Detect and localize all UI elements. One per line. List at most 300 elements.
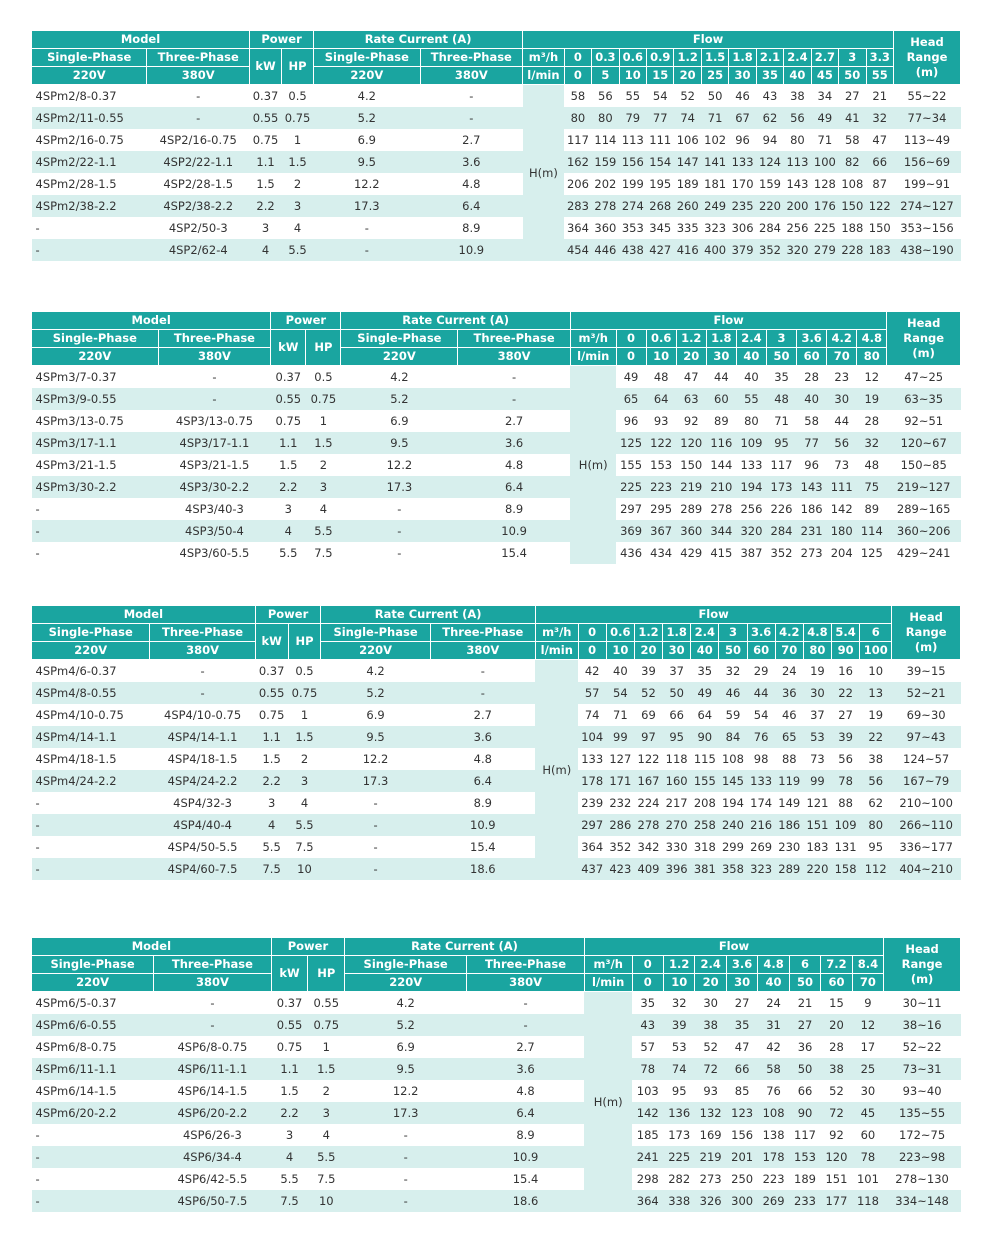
head-value: 106 — [674, 129, 701, 151]
flow-lmin-value: 35 — [756, 67, 783, 85]
head-value: 49 — [691, 682, 719, 704]
power-hp: 0.75 — [308, 1014, 345, 1036]
head-range-value: 266~110 — [892, 814, 961, 836]
table-row — [32, 217, 961, 239]
current-three-phase: 8.9 — [430, 792, 535, 814]
head-value: 204 — [827, 542, 857, 564]
flow-m3h-value: 2.7 — [811, 49, 838, 67]
head-value: 48 — [857, 454, 887, 476]
head-value: 19 — [857, 388, 887, 410]
head-value: 364 — [564, 217, 591, 239]
head-value: 42 — [578, 660, 606, 683]
flow-lmin-value: 0 — [632, 974, 663, 992]
head-value: 54 — [647, 85, 674, 108]
table-row — [32, 366, 961, 389]
head-value: 25 — [852, 1058, 883, 1080]
power-hp: 0.55 — [308, 992, 345, 1015]
head-value: 52 — [695, 1036, 726, 1058]
head-value: 118 — [663, 748, 691, 770]
rate-current-header: Rate Current (A) — [314, 31, 523, 49]
current-single-phase: - — [321, 792, 430, 814]
flow-lmin-value: 10 — [663, 974, 694, 992]
head-value: 210 — [706, 476, 736, 498]
flow-lmin-value: 50 — [719, 642, 747, 660]
head-value: 34 — [811, 85, 838, 108]
kw-header: kW — [271, 956, 308, 992]
power-kw: 2.2 — [255, 770, 288, 792]
table-row — [32, 498, 961, 520]
head-value: 270 — [663, 814, 691, 836]
head-value: 57 — [578, 682, 606, 704]
head-range-label-3: (m) — [914, 640, 938, 654]
head-value: 186 — [775, 814, 803, 836]
table-row — [32, 992, 961, 1015]
head-value: 45 — [852, 1102, 883, 1124]
current-single-phase: 4.2 — [341, 366, 458, 389]
three-phase-model: 4SP6/26-3 — [154, 1124, 272, 1146]
head-range-value: 210~100 — [892, 792, 961, 814]
head-value: 96 — [729, 129, 756, 151]
power-kw: 1.1 — [271, 432, 306, 454]
head-range-value: 124~57 — [892, 748, 961, 770]
single-phase-model: 4SPm2/38-2.2 — [32, 195, 147, 217]
head-value: 95 — [663, 726, 691, 748]
flow-lmin-value: 50 — [766, 348, 796, 366]
head-value: 63 — [676, 388, 706, 410]
power-hp: 10 — [288, 858, 321, 880]
flow-lmin-value: 60 — [747, 642, 775, 660]
head-range-value: 47~25 — [887, 366, 961, 389]
current-three-phase: - — [430, 682, 535, 704]
head-range-value: 278~130 — [884, 1168, 961, 1190]
current-single-phase: 12.2 — [345, 1080, 467, 1102]
head-value: 158 — [832, 858, 860, 880]
head-value: 69 — [634, 704, 662, 726]
head-value: 40 — [606, 660, 634, 683]
power-hp: 1.5 — [282, 151, 314, 173]
head-value: 181 — [701, 173, 728, 195]
three-phase-model: 4SP4/60-7.5 — [150, 858, 255, 880]
head-value: 120 — [821, 1146, 852, 1168]
flow-lmin-value: 20 — [634, 642, 662, 660]
head-value: 118 — [852, 1190, 883, 1212]
head-value: 159 — [592, 151, 619, 173]
single-phase-model: 4SPm2/16-0.75 — [32, 129, 147, 151]
power-kw: 5.5 — [255, 836, 288, 858]
power-kw: 0.75 — [271, 410, 306, 432]
head-range-value: 223~98 — [884, 1146, 961, 1168]
power-hp: 7.5 — [306, 542, 341, 564]
head-value: 143 — [797, 476, 827, 498]
flow-lmin-unit: l/min — [584, 974, 632, 992]
head-value: 114 — [592, 129, 619, 151]
current-single-phase: 17.3 — [341, 476, 458, 498]
head-value: 27 — [726, 992, 757, 1015]
model-single-phase-header: Single-Phase — [32, 624, 150, 642]
flow-m3h-value: 2.1 — [756, 49, 783, 67]
flow-m3h-value: 5.4 — [832, 624, 860, 642]
head-value: 111 — [827, 476, 857, 498]
head-value: 151 — [803, 814, 831, 836]
head-range-value: 156~69 — [893, 151, 960, 173]
single-phase-model: 4SPm2/28-1.5 — [32, 173, 147, 195]
head-value: 16 — [832, 660, 860, 683]
head-value: 133 — [747, 770, 775, 792]
flow-m3h-value: 0.9 — [647, 49, 674, 67]
head-value: 48 — [646, 366, 676, 389]
head-range-value: 404~210 — [892, 858, 961, 880]
power-hp: 4 — [288, 792, 321, 814]
current-single-phase: 9.5 — [314, 151, 420, 173]
head-value: 226 — [766, 498, 796, 520]
head-hm-label: H(m) — [535, 660, 578, 881]
current-three-phase: 2.7 — [430, 704, 535, 726]
head-value: 76 — [758, 1080, 789, 1102]
head-value: 52 — [634, 682, 662, 704]
head-value: 42 — [758, 1036, 789, 1058]
head-value: 50 — [701, 85, 728, 108]
head-value: 23 — [827, 366, 857, 389]
flow-lmin-value: 50 — [789, 974, 820, 992]
head-value: 95 — [663, 1080, 694, 1102]
current-single-phase: 6.9 — [341, 410, 458, 432]
table-row — [32, 195, 961, 217]
current-single-phase-header: Single-Phase — [321, 624, 430, 642]
head-range-header — [893, 31, 960, 85]
head-value: 32 — [857, 432, 887, 454]
flow-m3h-value: 3.6 — [726, 956, 757, 974]
head-value: 143 — [784, 173, 811, 195]
head-value: 364 — [632, 1190, 663, 1212]
flow-m3h-value: 3.3 — [866, 49, 893, 67]
head-value: 22 — [860, 726, 892, 748]
head-value: 56 — [860, 770, 892, 792]
current-three-phase: - — [458, 366, 571, 389]
head-value: 28 — [857, 410, 887, 432]
current-single-phase: - — [314, 239, 420, 261]
head-range-value: 274~127 — [893, 195, 960, 217]
head-value: 89 — [857, 498, 887, 520]
head-value: 156 — [619, 151, 646, 173]
current-three-phase: 10.9 — [458, 520, 571, 542]
head-value: 138 — [758, 1124, 789, 1146]
model-380v-header: 380V — [154, 974, 272, 992]
head-value: 43 — [632, 1014, 663, 1036]
head-value: 62 — [756, 107, 783, 129]
head-value: 66 — [663, 704, 691, 726]
three-phase-model: - — [158, 366, 271, 389]
head-value: 180 — [827, 520, 857, 542]
head-value: 35 — [766, 366, 796, 389]
table-row — [32, 107, 961, 129]
head-value: 15 — [821, 992, 852, 1015]
head-value: 330 — [663, 836, 691, 858]
head-value: 381 — [691, 858, 719, 880]
head-value: 282 — [663, 1168, 694, 1190]
head-value: 35 — [726, 1014, 757, 1036]
current-220v-header: 220V — [314, 67, 420, 85]
current-380v-header: 380V — [430, 642, 535, 660]
flow-m3h-value: 3 — [766, 330, 796, 348]
head-value: 159 — [756, 173, 783, 195]
table-row — [32, 410, 961, 432]
head-value: 323 — [747, 858, 775, 880]
head-value: 108 — [719, 748, 747, 770]
head-value: 147 — [674, 151, 701, 173]
current-single-phase: 9.5 — [321, 726, 430, 748]
flow-m3h-unit: m³/h — [584, 956, 632, 974]
head-value: 364 — [578, 836, 606, 858]
head-value: 174 — [747, 792, 775, 814]
current-three-phase: 8.9 — [467, 1124, 585, 1146]
flow-lmin-value: 45 — [811, 67, 838, 85]
flow-lmin-value: 30 — [726, 974, 757, 992]
flow-m3h-value: 1.2 — [634, 624, 662, 642]
flow-m3h-value: 2.4 — [695, 956, 726, 974]
head-value: 101 — [852, 1168, 883, 1190]
head-value: 38 — [821, 1058, 852, 1080]
power-kw: 0.37 — [271, 366, 306, 389]
head-value: 150 — [839, 195, 866, 217]
head-range-value: 199~91 — [893, 173, 960, 195]
head-range-value: 336~177 — [892, 836, 961, 858]
head-value: 108 — [839, 173, 866, 195]
model-220v-header: 220V — [32, 974, 154, 992]
flow-lmin-value: 70 — [827, 348, 857, 366]
flow-header: Flow — [535, 606, 891, 624]
flow-lmin-value: 20 — [674, 67, 701, 85]
head-range-value: 92~51 — [887, 410, 961, 432]
head-range-value: 150~85 — [887, 454, 961, 476]
current-three-phase: - — [458, 388, 571, 410]
current-three-phase: - — [420, 107, 523, 129]
single-phase-model: 4SPm6/8-0.75 — [32, 1036, 154, 1058]
head-value: 21 — [866, 85, 893, 108]
current-three-phase: 4.8 — [430, 748, 535, 770]
flow-lmin-value: 50 — [839, 67, 866, 85]
head-value: 352 — [606, 836, 634, 858]
power-hp: 0.5 — [306, 366, 341, 389]
current-three-phase: 4.8 — [467, 1080, 585, 1102]
head-value: 60 — [706, 388, 736, 410]
head-value: 195 — [647, 173, 674, 195]
head-range-value: 63~35 — [887, 388, 961, 410]
head-value: 268 — [647, 195, 674, 217]
power-hp: 0.5 — [288, 660, 321, 683]
table-row — [32, 836, 961, 858]
head-value: 188 — [839, 217, 866, 239]
head-value: 199 — [619, 173, 646, 195]
head-value: 28 — [797, 366, 827, 389]
three-phase-model: 4SP4/24-2.2 — [150, 770, 255, 792]
head-value: 344 — [706, 520, 736, 542]
head-value: 27 — [789, 1014, 820, 1036]
power-kw: 7.5 — [271, 1190, 308, 1212]
head-value: 47 — [866, 129, 893, 151]
head-value: 102 — [701, 129, 728, 151]
head-value: 132 — [695, 1102, 726, 1124]
power-hp: 5.5 — [282, 239, 314, 261]
head-range-value: 69~30 — [892, 704, 961, 726]
flow-lmin-value: 20 — [695, 974, 726, 992]
single-phase-model: - — [32, 1168, 154, 1190]
head-value: 194 — [719, 792, 747, 814]
flow-lmin-value: 25 — [701, 67, 728, 85]
head-value: 162 — [564, 151, 591, 173]
power-kw: 0.55 — [250, 107, 282, 129]
single-phase-model: 4SPm3/21-1.5 — [32, 454, 159, 476]
single-phase-model: - — [32, 217, 147, 239]
power-hp: 1 — [308, 1036, 345, 1058]
flow-m3h-value: 2.4 — [691, 624, 719, 642]
single-phase-model: 4SPm4/8-0.55 — [32, 682, 150, 704]
head-value: 396 — [663, 858, 691, 880]
power-kw: 0.37 — [255, 660, 288, 683]
table-row — [32, 1036, 961, 1058]
current-380v-header: 380V — [420, 67, 523, 85]
single-phase-model: 4SPm6/20-2.2 — [32, 1102, 154, 1124]
head-value: 306 — [729, 217, 756, 239]
head-value: 284 — [766, 520, 796, 542]
head-value: 230 — [775, 836, 803, 858]
three-phase-model: 4SP6/8-0.75 — [154, 1036, 272, 1058]
table-row — [32, 1058, 961, 1080]
kw-header: kW — [250, 49, 282, 85]
current-three-phase: 15.4 — [467, 1168, 585, 1190]
current-single-phase: - — [341, 498, 458, 520]
current-three-phase: 4.8 — [458, 454, 571, 476]
current-single-phase: - — [341, 520, 458, 542]
head-value: 38 — [695, 1014, 726, 1036]
table-row — [32, 151, 961, 173]
three-phase-model: - — [154, 1014, 272, 1036]
current-single-phase: 17.3 — [321, 770, 430, 792]
head-value: 46 — [729, 85, 756, 108]
current-single-phase: 6.9 — [345, 1036, 467, 1058]
head-value: 19 — [803, 660, 831, 683]
head-value: 423 — [606, 858, 634, 880]
flow-m3h-value: 0.3 — [592, 49, 619, 67]
head-value: 122 — [866, 195, 893, 217]
table-row — [32, 85, 961, 108]
head-value: 47 — [676, 366, 706, 389]
single-phase-model: 4SPm4/14-1.1 — [32, 726, 150, 748]
spec-table — [31, 30, 961, 261]
head-value: 36 — [789, 1036, 820, 1058]
flow-m3h-value: 7.2 — [821, 956, 852, 974]
flow-m3h-value: 4.8 — [758, 956, 789, 974]
single-phase-model: 4SPm2/11-0.55 — [32, 107, 147, 129]
table-row — [32, 520, 961, 542]
flow-lmin-value: 30 — [663, 642, 691, 660]
head-value: 145 — [719, 770, 747, 792]
head-value: 141 — [701, 151, 728, 173]
head-range-label-2: Range — [906, 50, 948, 64]
head-value: 258 — [691, 814, 719, 836]
three-phase-model: 4SP6/20-2.2 — [154, 1102, 272, 1124]
head-value: 72 — [695, 1058, 726, 1080]
flow-lmin-unit: l/min — [523, 67, 565, 85]
head-value: 99 — [803, 770, 831, 792]
head-value: 74 — [663, 1058, 694, 1080]
head-value: 225 — [616, 476, 646, 498]
head-value: 154 — [647, 151, 674, 173]
flow-lmin-value: 0 — [616, 348, 646, 366]
rate-current-header: Rate Current (A) — [341, 312, 570, 330]
head-value: 64 — [646, 388, 676, 410]
head-value: 320 — [736, 520, 766, 542]
single-phase-model: 4SPm4/6-0.37 — [32, 660, 150, 683]
head-value: 9 — [852, 992, 883, 1015]
table-row — [32, 726, 961, 748]
head-value: 232 — [606, 792, 634, 814]
flow-lmin-value: 30 — [706, 348, 736, 366]
flow-lmin-value: 10 — [646, 348, 676, 366]
head-value: 49 — [616, 366, 646, 389]
three-phase-model: 4SP3/60-5.5 — [158, 542, 271, 564]
power-hp: 1 — [282, 129, 314, 151]
head-value: 27 — [832, 704, 860, 726]
flow-m3h-value: 1.2 — [663, 956, 694, 974]
current-three-phase: 3.6 — [458, 432, 571, 454]
head-value: 289 — [775, 858, 803, 880]
model-header: Model — [32, 31, 250, 49]
three-phase-model: - — [147, 107, 250, 129]
head-value: 274 — [619, 195, 646, 217]
current-three-phase-header: Three-Phase — [430, 624, 535, 642]
head-value: 121 — [803, 792, 831, 814]
power-hp: 2 — [282, 173, 314, 195]
power-hp: 1.5 — [306, 432, 341, 454]
head-value: 74 — [578, 704, 606, 726]
head-value: 109 — [832, 814, 860, 836]
pump-table-4sp6 — [31, 937, 961, 1212]
head-value: 60 — [852, 1124, 883, 1146]
head-range-value: 113~49 — [893, 129, 960, 151]
head-value: 353 — [619, 217, 646, 239]
current-single-phase: - — [345, 1124, 467, 1146]
three-phase-model: - — [154, 992, 272, 1015]
current-three-phase: 2.7 — [467, 1036, 585, 1058]
head-value: 108 — [758, 1102, 789, 1124]
head-value: 20 — [821, 1014, 852, 1036]
head-value: 225 — [811, 217, 838, 239]
head-value: 93 — [695, 1080, 726, 1102]
power-kw: 1.5 — [250, 173, 282, 195]
single-phase-model: 4SPm3/7-0.37 — [32, 366, 159, 389]
head-value: 39 — [663, 1014, 694, 1036]
current-220v-header: 220V — [321, 642, 430, 660]
head-value: 80 — [860, 814, 892, 836]
head-value: 82 — [839, 151, 866, 173]
head-value: 98 — [747, 748, 775, 770]
single-phase-model: - — [32, 1146, 154, 1168]
model-header: Model — [32, 312, 271, 330]
head-value: 117 — [789, 1124, 820, 1146]
head-range-label-3: (m) — [910, 972, 934, 986]
head-value: 273 — [797, 542, 827, 564]
three-phase-model: 4SP2/62-4 — [147, 239, 250, 261]
head-value: 71 — [606, 704, 634, 726]
flow-m3h-value: 4.2 — [827, 330, 857, 348]
single-phase-model: - — [32, 1124, 154, 1146]
head-value: 289 — [676, 498, 706, 520]
power-kw: 0.75 — [250, 129, 282, 151]
head-value: 235 — [729, 195, 756, 217]
head-value: 256 — [736, 498, 766, 520]
head-value: 124 — [756, 151, 783, 173]
head-value: 95 — [860, 836, 892, 858]
